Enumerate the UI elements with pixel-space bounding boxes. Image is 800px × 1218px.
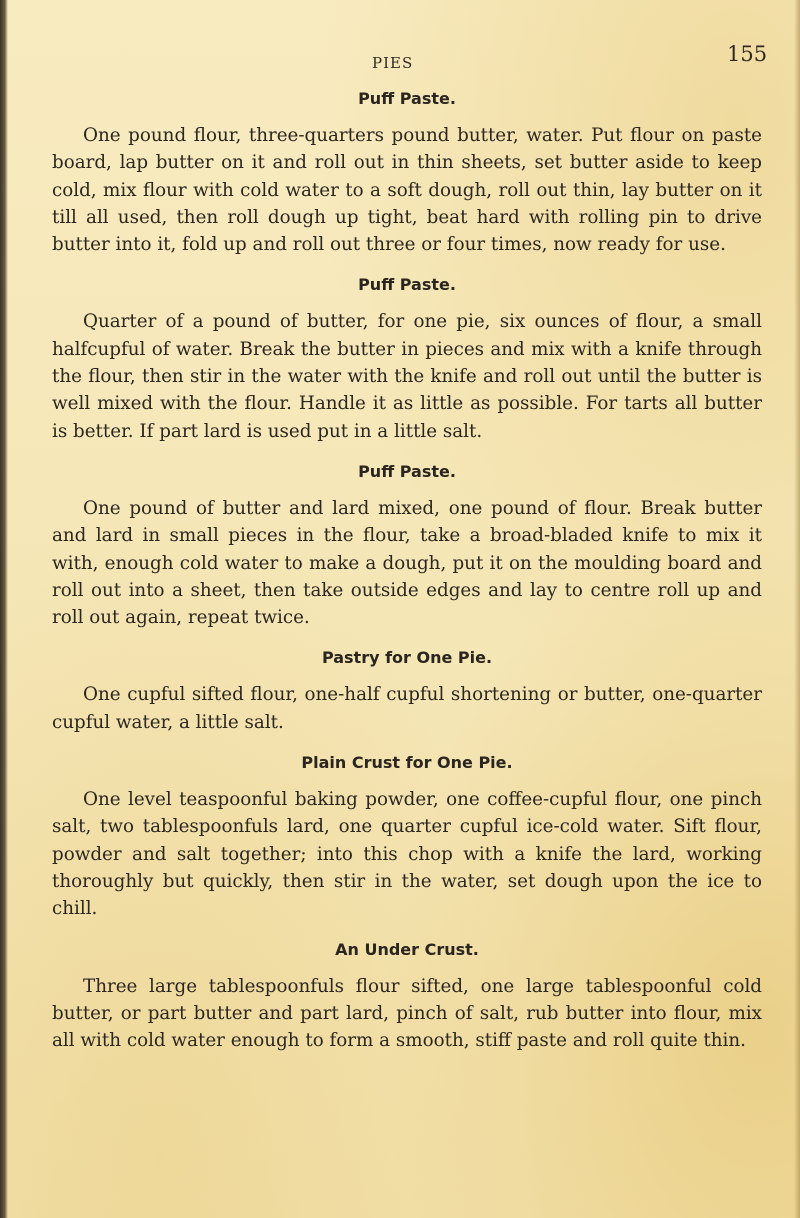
page-binding-edge xyxy=(0,0,8,1218)
recipe-puff-paste-3 xyxy=(52,461,762,631)
recipe-puff-paste-1 xyxy=(52,88,762,258)
recipe-plain-crust-for-one-pie xyxy=(52,752,762,922)
page-header xyxy=(0,42,800,82)
recipe-title: Puff Paste. xyxy=(358,275,456,295)
page-right-edge xyxy=(794,0,800,1218)
recipe-pastry-for-one-pie xyxy=(52,647,762,736)
recipe-body: Three large tablespoonfuls flour sifted, one large tablespoonful cold butter, or part butter and part lard, pinch of salt, rub butter into flour, mix all with cold water enough to form a smooth, stiff paste and roll quite thin. xyxy=(52,975,762,1052)
recipe-body: Quarter of a pound of butter, for one pie, six ounces of flour, a small halfcupful of water. Break the butter in pieces and mix with a knife through the flour, then stir in the water with the knife and roll out until the butter is well mixed with the flour. Handle it as little as possible. For tarts all butter is better. If part lard is used put in a little salt. xyxy=(52,311,762,442)
recipe-body: One pound of butter and lard mixed, one pound of flour. Break butter and lard in small pieces in the flour, take a broad-bladed knife to mix it with, enough cold water to make a dough, put it on the moulding board and roll out into a sheet, then take outside edges and lay to centre roll up and roll out again, repeat twice. xyxy=(52,497,762,629)
recipe-title: Pastry for One Pie. xyxy=(321,648,493,668)
recipe-puff-paste-2 xyxy=(52,274,762,444)
recipe-title: Puff Paste. xyxy=(358,461,456,481)
recipe-body: One level teaspoonful baking powder, one coffee-cupful flour, one pinch salt, two tablespoonfuls lard, one quarter cupful ice-cold water. Sift flour, powder and salt together; into this chop with a knife the lard, working thoroughly but quickly, then stir in the water, set dough upon the ice to chill. xyxy=(52,789,762,920)
page-content xyxy=(52,88,762,1070)
recipe-body: One pound flour, three-quarters pound butter, water. Put flour on paste board, lap butter on it and roll out in thin sheets, set butter aside to keep cold, mix flour with cold water to a soft dough, roll out thin, lay butter on it till all used, then roll dough up tight, beat hard with rolling pin to drive butter into it, fold up and roll out three or four times, now ready for use. xyxy=(52,125,762,256)
recipe-title: Plain Crust for One Pie. xyxy=(301,753,513,773)
recipe-an-under-crust xyxy=(52,939,762,1055)
recipe-body: One cupful sifted flour, one-half cupful shortening or butter, one-quarter cupful water, a little salt. xyxy=(52,684,762,733)
recipe-title: Puff Paste. xyxy=(358,89,456,108)
recipe-title: An Under Crust. xyxy=(335,939,479,959)
page-number: 155 xyxy=(727,42,768,66)
running-head: PIES xyxy=(372,54,414,72)
